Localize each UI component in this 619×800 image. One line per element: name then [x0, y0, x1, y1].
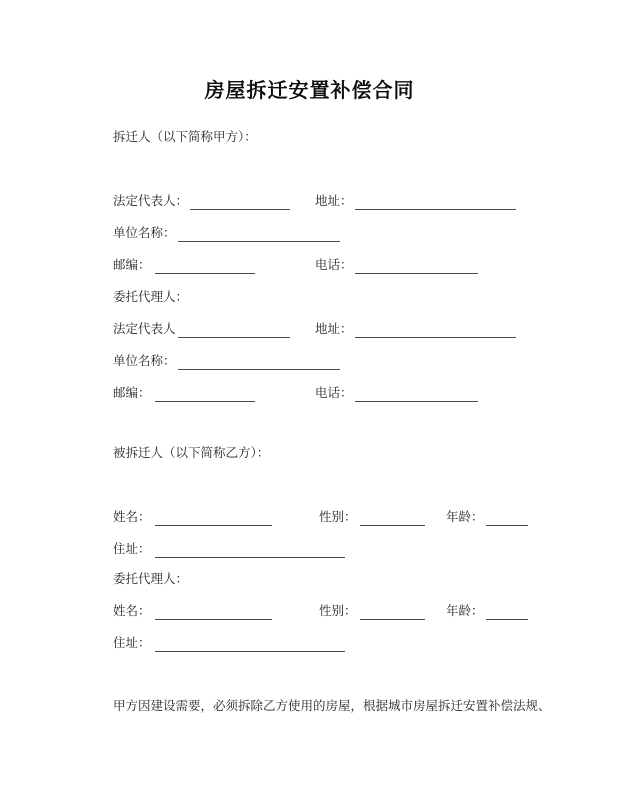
input-party-b-gender[interactable]	[360, 525, 425, 526]
input-party-a-address[interactable]	[355, 209, 516, 210]
input-party-a-agent-unit-name[interactable]	[178, 369, 340, 370]
party-b-agent-heading: 委托代理人：	[113, 571, 189, 586]
label-party-a-unit-name: 单位名称：	[113, 225, 176, 240]
input-party-b-agent-age[interactable]	[486, 619, 528, 620]
label-party-b-gender: 性别：	[319, 509, 357, 524]
party-a-heading: 拆迁人（以下简称甲方）：	[113, 129, 257, 144]
label-party-a-phone: 电话：	[315, 257, 353, 272]
label-party-a-agent-legal-rep: 法定代表人	[113, 321, 176, 336]
label-party-a-postcode: 邮编：	[113, 257, 151, 272]
label-party-a-address: 地址：	[315, 193, 353, 208]
label-party-a-agent-unit-name: 单位名称：	[113, 353, 176, 368]
label-party-b-residence: 住址：	[113, 541, 151, 556]
label-party-b-name: 姓名：	[113, 509, 151, 524]
input-party-b-agent-gender[interactable]	[360, 619, 425, 620]
label-party-b-agent-age: 年龄：	[446, 603, 484, 618]
label-party-a-legal-rep: 法定代表人：	[113, 193, 189, 208]
input-party-a-agent-legal-rep[interactable]	[178, 337, 290, 338]
input-party-a-agent-address[interactable]	[355, 337, 516, 338]
input-party-a-postcode[interactable]	[155, 273, 255, 274]
party-b-heading: 被拆迁人（以下简称乙方）：	[113, 445, 270, 460]
label-party-b-agent-name: 姓名：	[113, 603, 151, 618]
input-party-a-unit-name[interactable]	[178, 241, 340, 242]
input-party-b-agent-residence[interactable]	[155, 651, 345, 652]
page-title: 房屋拆迁安置补偿合同	[204, 78, 415, 102]
input-party-b-name[interactable]	[155, 525, 272, 526]
label-party-a-agent-phone: 电话：	[315, 385, 353, 400]
party-a-agent-heading: 委托代理人：	[113, 289, 189, 304]
input-party-b-age[interactable]	[486, 525, 528, 526]
input-party-a-agent-phone[interactable]	[355, 401, 478, 402]
label-party-b-agent-residence: 住址：	[113, 635, 151, 650]
label-party-a-agent-postcode: 邮编：	[113, 385, 151, 400]
body-paragraph-1: 甲方因建设需要，必须拆除乙方使用的房屋，根据城市房屋拆迁安置补偿法规、	[113, 698, 551, 713]
input-party-a-phone[interactable]	[355, 273, 478, 274]
label-party-a-agent-address: 地址：	[315, 321, 353, 336]
input-party-b-agent-name[interactable]	[155, 619, 272, 620]
input-party-a-legal-rep[interactable]	[190, 209, 290, 210]
input-party-b-residence[interactable]	[155, 557, 345, 558]
label-party-b-agent-gender: 性别：	[319, 603, 357, 618]
input-party-a-agent-postcode[interactable]	[155, 401, 255, 402]
label-party-b-age: 年龄：	[446, 509, 484, 524]
